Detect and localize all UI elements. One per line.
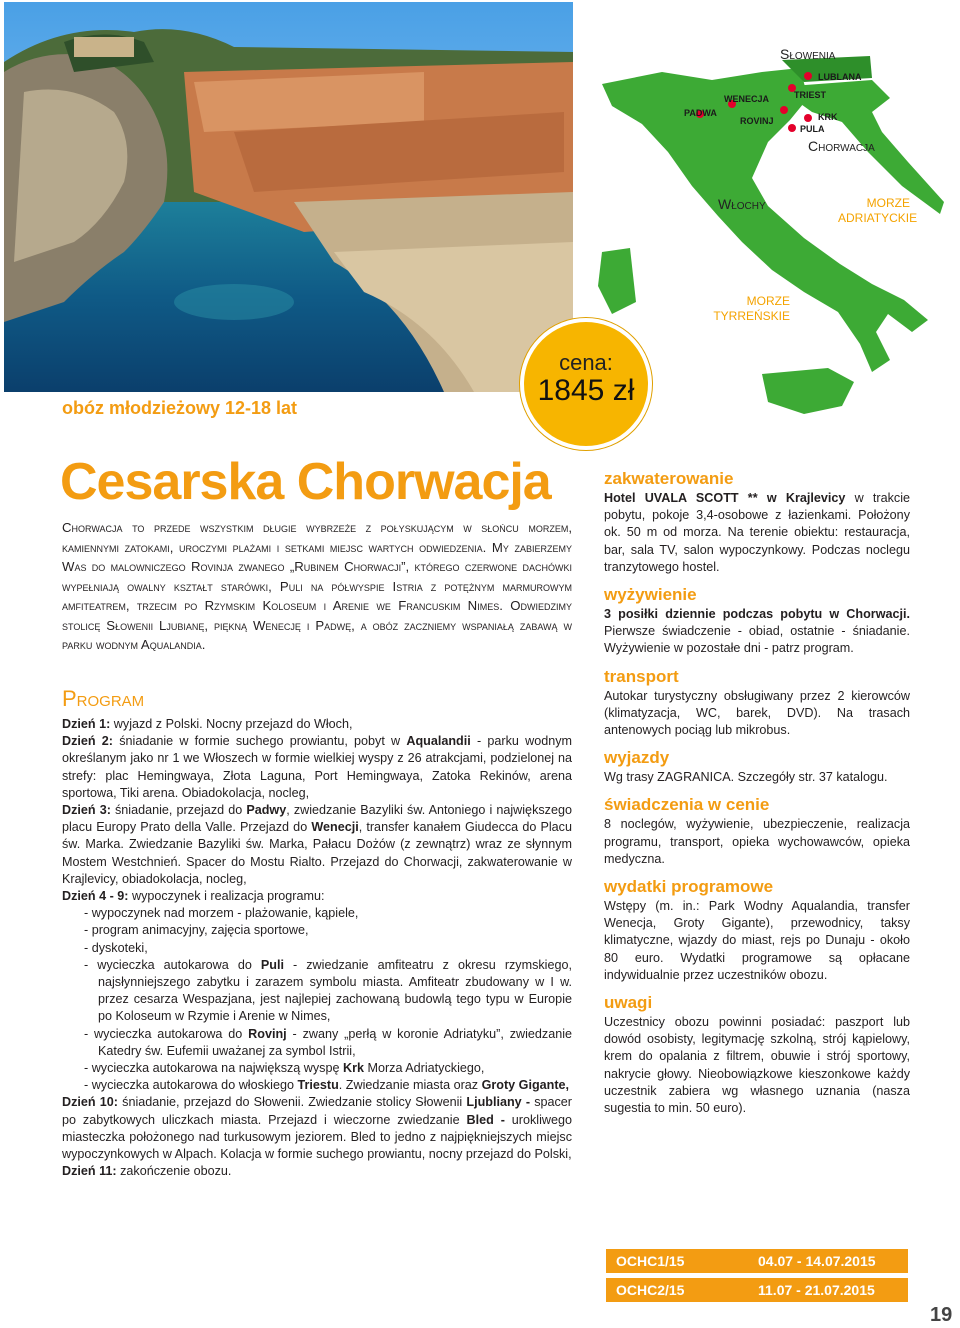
- day-text: wyjazd z Polski. Nocny przejazd do Włoch,: [110, 717, 353, 731]
- item-text: Morza Adriatyckiego,: [363, 1061, 485, 1076]
- section-text: Autokar turystyczny obsługiwany przez 2 kierowców (klimatyzacja, WC, barek, DVD). Na trasach antenowych pociąg lub mikrobus.: [604, 688, 910, 738]
- turnus-code: OCHC1/15: [616, 1253, 685, 1269]
- hotel-name: Hotel UVALA SCOTT ** w Krajlevicy: [604, 491, 846, 505]
- map-city-padwa: PADWA: [684, 108, 717, 118]
- info-column: [604, 468, 910, 1125]
- day-text: , transfer kanałem Giudecca do Placu św. Marka. Zwiedzanie Bazyliki św. Marka, Pałacu Dożów (z zewnątrz) wraz ze słynnym Mostem Westchnień. Spacer do Mostu Rialto. Przejazd do Chorwacji, zakwaterowanie w Krajlevicy, obiadokolacja, nocleg,: [62, 820, 572, 886]
- text: w trakcie pobytu, pokoje 3,4-osobowe z łazienkami. Położony ok. 50 m od morza. Na terenie obiektu: restauracja, bar, sala TV, salon wypoczynkowy. Podczas noclegu tranzytowego hostel.: [604, 491, 910, 574]
- section-text: [604, 490, 910, 576]
- program-day-11: [62, 1163, 572, 1180]
- map-city-krk: KRK: [818, 112, 838, 122]
- text: Pierwsze świadczenie - obiad, ostatnie - śniadanie. Wyżywienie w pozostałe dni - patrz program.: [604, 624, 910, 656]
- day-label: Dzień 2:: [62, 734, 114, 749]
- map-label-croatia: Chorwacja: [808, 138, 875, 154]
- section-title: transport: [604, 666, 679, 686]
- place-name: Groty Gigante,: [481, 1078, 570, 1093]
- day-label: Dzień 3:: [62, 803, 111, 818]
- section-transport: [604, 666, 910, 740]
- day-label: Dzień 10:: [62, 1095, 118, 1110]
- list-item: [62, 1077, 572, 1094]
- place-name: Krk: [342, 1061, 364, 1076]
- place-name: Rovinj: [248, 1026, 287, 1041]
- day-text: , zwiedzanie Bazyliki św. Antoniego i największego placu Europy Prato della Valle. Przejazd do: [62, 803, 572, 835]
- section-title: wydatki programowe: [604, 877, 774, 897]
- day-label: Dzień 4 - 9:: [62, 889, 129, 904]
- turnus-dates: 04.07 - 14.07.2015: [758, 1253, 876, 1269]
- map-city-pula: PULA: [800, 124, 825, 134]
- item-text: - zwiedzanie amfiteatru z okresu rzymskiego, najsłynniejszego zabytku i zarazem symbolu miasta. Amfiteatr zbudowany w I w. przez cesarza Wespazjana, jest najlepiej zachowaną budowlą tego typu w Europie po Koloseum w Rzymie i Arenie w Nimes,: [98, 957, 572, 1024]
- day-text: spacer po zabytkowych uliczkach miasta. Przejazd i wieczorne zwiedzanie: [62, 1095, 573, 1127]
- sea-word: MORZE: [746, 294, 790, 308]
- section-text: Uczestnicy obozu powinni posiadać: paszport lub dowód osobisty, legitymację szkolną, strój kąpielowy, krem do opalania z filtrem, obuwie i strój sportowy, nakrycie głowy. Nieobowiązkowe kieszonkowe każdy uczestnik zabiera wg własnego uznania (nasza sugestia to min. 50 euro).: [604, 1015, 910, 1116]
- price-value: 1845 zł: [537, 374, 635, 407]
- map-label-italy: Włochy: [718, 196, 766, 212]
- turnus-code: OCHC2/15: [616, 1282, 685, 1298]
- section-title: wyżywienie: [604, 585, 697, 605]
- place-name: Triestu: [297, 1078, 339, 1093]
- section-title: uwagi: [604, 993, 653, 1013]
- section-title: wyjazdy: [604, 748, 670, 768]
- program-day-1: [62, 716, 572, 733]
- item-text: - wycieczka autokarowa do: [84, 1026, 249, 1041]
- list-item: - dyskoteki,: [84, 940, 148, 955]
- day-text: wypoczynek i realizacja programu:: [128, 889, 325, 904]
- place-name: Bled -: [466, 1112, 505, 1127]
- place-name: Wenecji: [311, 820, 359, 835]
- map-label-slovenia: Słowenia: [780, 46, 836, 62]
- section-text: [604, 606, 910, 658]
- list-item: - wypoczynek nad morzem - plażowanie, kąpiele,: [84, 906, 359, 921]
- date-row: [606, 1249, 908, 1273]
- place-name: Aqualandii: [406, 734, 471, 749]
- section-text: Wstępy (m. in.: Park Wodny Aqualandia, transfer Wenecja, Groty Gigante), przewodnicy, taksy klimatyczne, wjazdy do miast, rejs po Dunaju - około 80 euro. Wydatki programowe są opłacane indywidualnie przez uczestników obozu.: [604, 899, 910, 982]
- section-text: Wg trasy ZAGRANICA. Szczegóły str. 37 katalogu.: [604, 770, 888, 785]
- section-title: świadczenia w cenie: [604, 795, 770, 815]
- map-label-tyrrhenian: [708, 294, 790, 324]
- section-swiadczenia: [604, 794, 910, 868]
- map-city-wenecja: WENECJA: [724, 94, 770, 104]
- section-wydatki: [604, 876, 910, 984]
- section-text: 8 noclegów, wyżywienie, ubezpieczenie, realizacja programu, transport, opieka wychowawców, opieka medyczna.: [604, 817, 910, 866]
- map-city-lublana: LUBLANA: [818, 72, 862, 82]
- city-dot-pula: [788, 124, 796, 132]
- list-item: [62, 1060, 572, 1077]
- dates-table: [606, 1249, 908, 1307]
- program-day-2: [62, 733, 572, 802]
- day-label: Dzień 1:: [62, 717, 111, 731]
- hero-photo-dubrovnik: [4, 2, 573, 392]
- day-label: Dzień 11:: [62, 1164, 117, 1179]
- section-uwagi: [604, 992, 910, 1117]
- section-title: zakwaterowanie: [604, 469, 734, 488]
- day-text: - parku wodnym określanym jako nr 1 we Włoszech w formie wielkiej wyspy z 26 atrakcjami, podzielonej na strefy: plac Hemingwaya, Złota Laguna, Port Hemingwaya, Zatoka Rekinów, arena sportowa, Tiki arena. Obiadokolacja, nocleg,: [62, 734, 572, 800]
- sea-word: ADRIATYCKIE: [838, 211, 918, 225]
- city-dot-lublana: [804, 72, 812, 80]
- item-text: - wycieczka autokarowa do włoskiego: [84, 1078, 298, 1093]
- item-text: - wycieczka autokarowa do: [84, 957, 261, 972]
- date-row: [606, 1278, 908, 1302]
- list-item: - program animacyjny, zajęcia sportowe,: [84, 923, 309, 938]
- program-day-4-9: [62, 888, 572, 905]
- map-city-triest: TRIEST: [794, 90, 827, 100]
- day-text: śniadanie, przejazd do Słowenii. Zwiedzanie stolicy Słowenii: [117, 1095, 467, 1110]
- item-text: . Zwiedzanie miasta oraz: [338, 1078, 482, 1093]
- intro-text: Chorwacja to przede wszystkim długie wybrzeże z połyskującym w słońcu morzem, kamiennymi zatokami, uroczymi plażami i setkami miejsc wartych odwiedzenia. My zabierzemy Was do malowniczego Rovinja zwanego „Rubinem Chorwacji”, którego czerwone dachówki wypełniają owalny kształt starówki, Puli na półwyspie Istria z potężnym marmurowym amfiteatrem, trzecim po Rzymskim Koloseum i Arenie we Francuskim Nimes. Odwiedzimy stolicę Słowenii Ljubianę, piękną Wenecję i Padwę, a obóz zaczniemy wspaniałą zabawą w parku wodnym Aqualandia.: [62, 520, 572, 652]
- sea-word: MORZE: [866, 196, 910, 210]
- day-text: urokliwego miasteczka położonego nad turkusowym jeziorem. Bled to jedno z najpiękniejszych miejsc wypoczynkowych w Alpach. Kolacja w formie suchego prowiantu, nocny przejazd do Polski,: [62, 1112, 573, 1162]
- meals-highlight: 3 posiłki dziennie podczas pobytu w Chorwacji.: [604, 607, 910, 622]
- place-name: Ljubliany -: [466, 1095, 531, 1110]
- map-label-adriatic: [838, 196, 918, 226]
- program-day-10: [62, 1094, 572, 1163]
- day-text: zakończenie obozu.: [116, 1164, 232, 1179]
- city-dot-rovinj: [780, 106, 788, 114]
- list-item: [62, 957, 572, 1026]
- day-text: śniadanie w formie suchego prowiantu, pobyt w: [113, 734, 407, 749]
- program-text: [62, 716, 572, 1180]
- sea-word: TYRREŃSKIE: [713, 309, 790, 323]
- section-wyjazdy: [604, 747, 910, 786]
- camp-subtitle: obóz młodzieżowy 12-18 lat: [62, 398, 298, 418]
- map-city-rovinj: ROVINJ: [740, 116, 774, 126]
- place-name: Padwy: [246, 803, 287, 818]
- item-text: - wycieczka autokarowa na największą wyspę: [84, 1061, 343, 1076]
- section-wyzywienie: [604, 584, 910, 658]
- price-label: cena:: [559, 350, 613, 375]
- section-zakwaterowanie: [604, 468, 910, 576]
- program-heading: Program: [62, 686, 145, 711]
- price-badge: [520, 318, 652, 450]
- place-name: Puli: [260, 957, 284, 972]
- list-item: [62, 1026, 572, 1060]
- city-dot-krk: [804, 114, 812, 122]
- item-text: - zwany „perłą w koronie Adriatyku”, zwiedzanie Katedry św. Eufemii uważanej za symbol Istrii,: [98, 1026, 573, 1058]
- page-title: Cesarska Chorwacja: [60, 453, 551, 511]
- page-number: 19: [930, 1304, 953, 1326]
- day-text: śniadanie, przejazd do: [110, 803, 247, 818]
- turnus-dates: 11.07 - 21.07.2015: [758, 1282, 875, 1298]
- program-day-3: [62, 802, 572, 888]
